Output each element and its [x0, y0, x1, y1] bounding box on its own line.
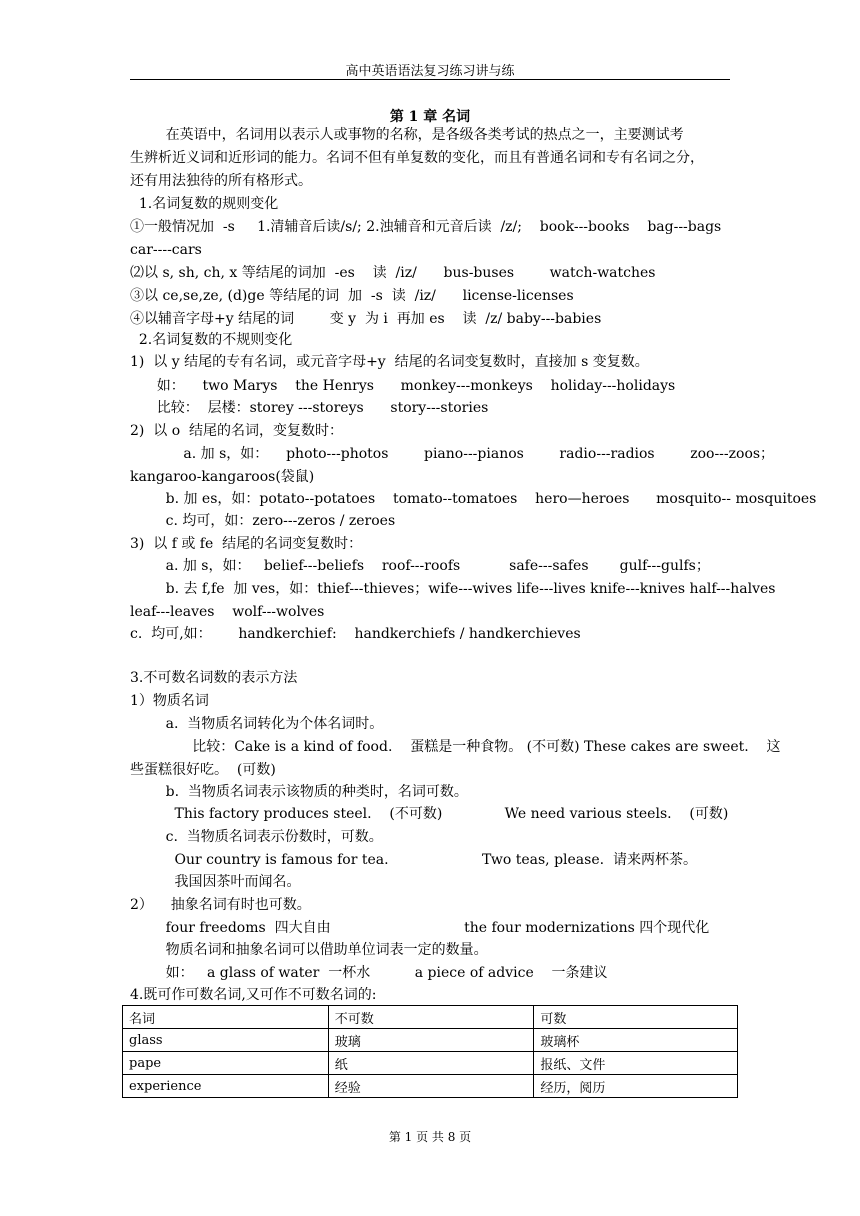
text-line: a. 当物质名词转化为个体名词时。 [130, 716, 384, 732]
text-line: 还有用法独待的所有格形式。 [130, 173, 312, 189]
text-line: 生辨析近义词和近形词的能力。名词不但有单复数的变化，而且有普通名词和专有名词之分， [130, 150, 704, 166]
section-heading: 3.不可数名词数的表示方法 [130, 670, 298, 686]
text-line: ①一般情况加 -s 1.清辅音后读/s/; 2.浊辅音和元音后读 /z/; book---books bag---bags [130, 219, 722, 235]
text-line: leaf---leaves wolf---wolves [130, 604, 325, 620]
text-line: 如： a glass of water 一杯水 a piece of advice 一条建议 [130, 965, 608, 981]
text-line: a. 加 s，如： belief---beliefs roof---roofs safe---safes gulf---gulfs； [130, 558, 710, 574]
text-line: 1）物质名词 [130, 693, 209, 709]
text-line: car----cars [130, 242, 202, 258]
table-row [123, 1052, 738, 1075]
text-line: ⑵以 s, sh, ch, x 等结尾的词加 -es 读 /iz/ bus-buses watch-watches [130, 265, 656, 281]
text-line: b. 去 f,fe 加 ves，如：thief---thieves；wife---wives life---lives knife---knives half---halves [130, 581, 776, 597]
text-line: 比较： 层楼：storey ---storeys story---stories [130, 400, 489, 416]
text-line: four freedoms 四大自由 the four modernizations 四个现代化 [130, 920, 710, 936]
text-line: ③以 ce,se,ze, (d)ge 等结尾的词 加 -s 读 /iz/ license-licenses [130, 288, 574, 304]
running-header: 高中英语语法复习练习讲与练 [345, 64, 515, 79]
table-header-row [123, 1006, 738, 1029]
noun-table [122, 1005, 738, 1098]
text-line: 1) 以 y 结尾的专有名词，或元音字母+y 结尾的名词变复数时，直接加 s 变复数。 [130, 354, 649, 370]
header-rule [130, 79, 730, 80]
text-line: a. 加 s，如： photo---photos piano---pianos radio---radios zoo---zoos； [130, 446, 775, 462]
table-cell: pape [123, 1052, 329, 1075]
chapter-title: 第 1 章 名词 [389, 109, 471, 125]
table-cell: 经历，阅历 [534, 1075, 738, 1098]
table-cell: 报纸、文件 [534, 1052, 738, 1075]
text-line: 在英语中，名词用以表示人或事物的名称，是各级各类考试的热点之一，主要测试考 [130, 127, 684, 143]
text-line: 2) 以 o 结尾的名词，变复数时： [130, 423, 344, 439]
table-cell: 玻璃 [328, 1029, 534, 1052]
text-line: 物质名词和抽象名词可以借助单位词表一定的数量。 [130, 942, 488, 958]
text-line: Our country is famous for tea. Two teas, please. 请来两杯茶。 [130, 852, 697, 868]
section-heading: 2.名词复数的不规则变化 [130, 332, 293, 348]
text-line: 些蛋糕很好吃。 (可数) [130, 762, 276, 778]
text-line: b. 加 es，如：potato--potatoes tomato--tomatoes hero—heroes mosquito-- mosquitoes [130, 491, 817, 507]
text-line: c. 当物质名词表示份数时，可数。 [130, 829, 383, 845]
text-line: 2） 抽象名词有时也可数。 [130, 897, 311, 913]
table-cell: 玻璃杯 [534, 1029, 738, 1052]
text-line: ④以辅音字母+y 结尾的词 变 y 为 i 再加 es 读 /z/ baby---babies [130, 311, 602, 327]
section-heading: 1.名词复数的规则变化 [130, 196, 279, 212]
text-line: 我国因茶叶而闻名。 [130, 874, 301, 890]
text-line: 如： two Marys the Henrys monkey---monkeys holiday---holidays [130, 378, 676, 394]
table-cell: glass [123, 1029, 329, 1052]
page-footer: 第 1 页 共 8 页 [388, 1130, 472, 1144]
text-line: c. 均可，如：zero---zeros / zeroes [130, 513, 396, 529]
table-header-cell: 不可数 [328, 1006, 534, 1029]
text-line: kangaroo-kangaroos(袋鼠) [130, 469, 315, 485]
text-line: b. 当物质名词表示该物质的种类时，名词可数。 [130, 784, 468, 800]
text-line: This factory produces steel. (不可数) We need various steels. (可数) [130, 806, 729, 822]
table-cell: 纸 [328, 1052, 534, 1075]
text-line: 比较：Cake is a kind of food. 蛋糕是一种食物。 (不可数) These cakes are sweet. 这 [130, 739, 781, 755]
table-row [123, 1075, 738, 1098]
section-heading: 4.既可作可数名词,又可作不可数名词的: [130, 987, 377, 1003]
table-header-cell: 名词 [123, 1006, 329, 1029]
table-row [123, 1029, 738, 1052]
text-line: 3) 以 f 或 fe 结尾的名词变复数时： [130, 536, 363, 552]
table-header-cell: 可数 [534, 1006, 738, 1029]
text-line: c. 均可,如： handkerchief: handkerchiefs / handkerchieves [130, 626, 581, 642]
table-cell: experience [123, 1075, 329, 1098]
table-cell: 经验 [328, 1075, 534, 1098]
